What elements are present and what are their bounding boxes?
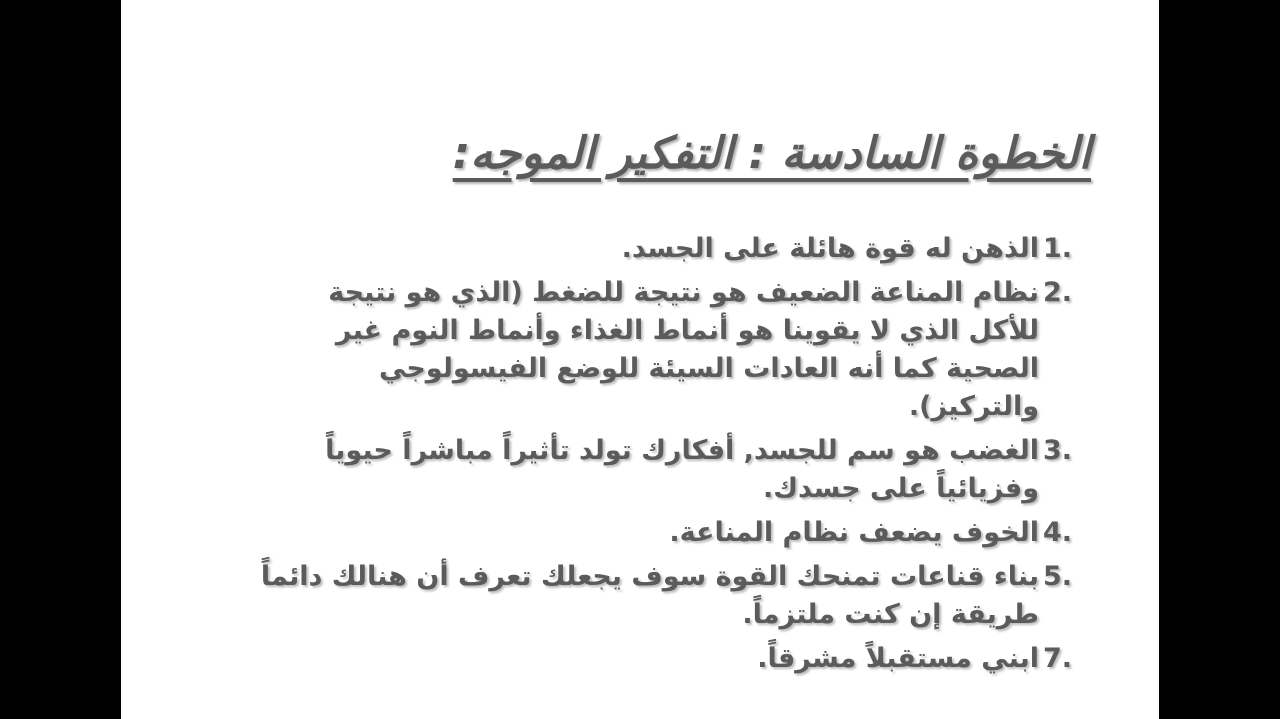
list-item bbox=[249, 432, 1079, 508]
list-item bbox=[249, 558, 1079, 634]
item-number: 7. bbox=[1043, 643, 1073, 674]
item-number: 4. bbox=[1043, 517, 1073, 548]
item-text: الغضب هو سم للجسد, أفكارك تولد تأثيراً مباشراً حيوياً وفزيائياً على جسدك. bbox=[325, 435, 1039, 504]
list-item bbox=[249, 514, 1079, 552]
item-number: 2. bbox=[1043, 277, 1073, 308]
item-text: بناء قناعات تمنحك القوة سوف يجعلك تعرف أن هنالك دائماً طريقة إن كنت ملتزماً. bbox=[260, 561, 1039, 630]
list-item bbox=[249, 230, 1079, 268]
item-number: 5. bbox=[1043, 561, 1073, 592]
step-list bbox=[249, 230, 1079, 684]
slide-title: الخطوة السادسة : التفكير الموجه: bbox=[452, 128, 1091, 179]
item-text: نظام المناعة الضعيف هو نتيجة للضغط (الذي هو نتيجة للأكل الذي لا يقوينا هو أنماط الغذاء وأنماط النوم غير الصحية كما أنه العادات السيئة للوضع الفيسولوجي والتركيز). bbox=[328, 277, 1039, 422]
item-text: ابني مستقبلاً مشرقاً. bbox=[757, 643, 1039, 674]
slide bbox=[121, 0, 1159, 719]
item-text: الخوف يضعف نظام المناعة. bbox=[669, 517, 1039, 548]
list-item bbox=[249, 274, 1079, 426]
item-number: 3. bbox=[1043, 435, 1073, 466]
item-text: الذهن له قوة هائلة على الجسد. bbox=[621, 233, 1039, 264]
item-number: 1. bbox=[1043, 233, 1073, 264]
list-item bbox=[249, 640, 1079, 678]
